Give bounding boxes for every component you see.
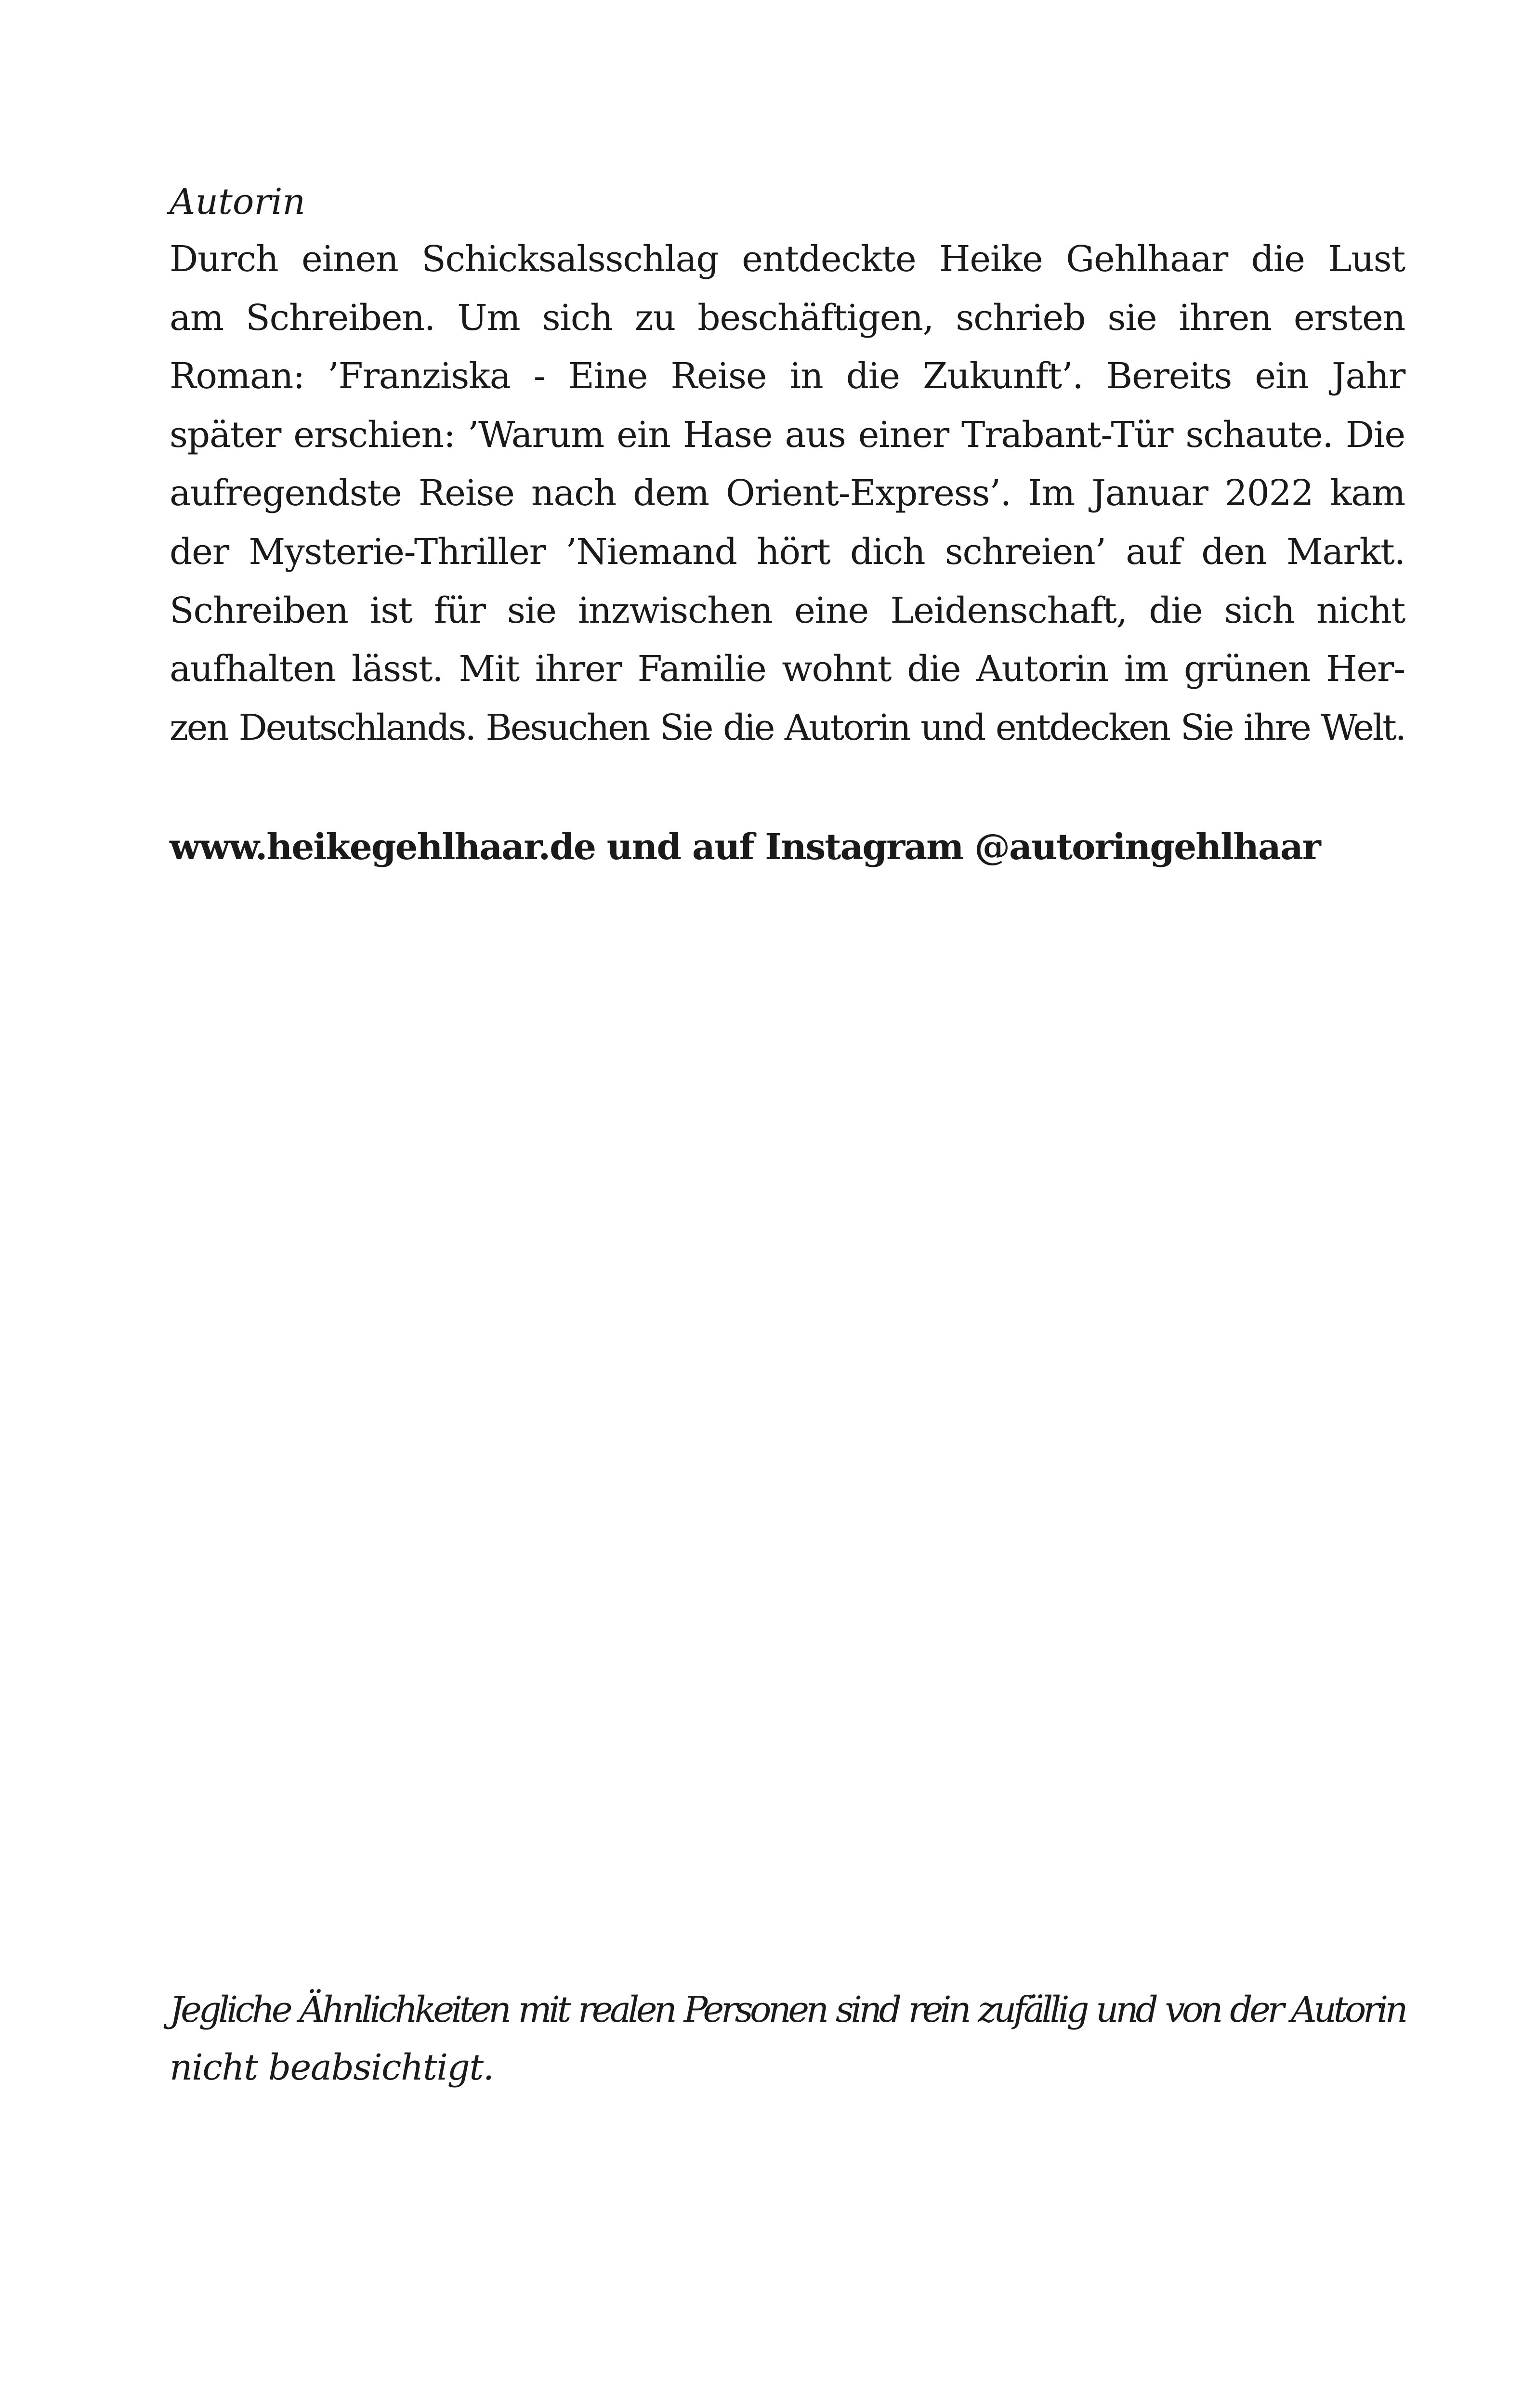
author-biography — [170, 230, 1405, 757]
bio-line: zen Deutschlands. Besuchen Sie die Autorin und entdecken Sie ihre Welt. — [170, 707, 1405, 748]
bio-line: der Mysterie-Thriller ’Niemand hört dich schreien’ auf den Markt. — [170, 531, 1405, 573]
disclaimer-line: nicht beabsichtigt. — [170, 2047, 494, 2088]
bio-line: Durch einen Schicksalsschlag entdeckte Heike Gehlhaar die Lust — [170, 238, 1405, 280]
author-heading: Autorin — [170, 181, 306, 222]
bio-line: Schreiben ist für sie inzwischen eine Leidenschaft, die sich nicht — [170, 589, 1405, 631]
disclaimer-line: Jegliche Ähnlichkeiten mit realen Personen sind rein zufällig und von der Autorin — [170, 1989, 1405, 2030]
website-and-instagram: www.heikegehlhaar.de und auf Instagram @autoringehlhaar — [170, 826, 1320, 868]
bio-line: später erschien: ’Warum ein Hase aus einer Trabant-Tür schaute. Die — [170, 414, 1405, 456]
bio-line: aufregendste Reise nach dem Orient-Express’. Im Januar 2022 kam — [170, 472, 1405, 514]
bio-line: am Schreiben. Um sich zu beschäftigen, schrieb sie ihren ersten — [170, 297, 1405, 339]
disclaimer — [170, 1981, 1405, 2096]
bio-line: Roman: ’Franziska - Eine Reise in die Zukunft’. Bereits ein Jahr — [170, 355, 1405, 397]
bio-line: aufhalten lässt. Mit ihrer Familie wohnt die Autorin im grünen Her- — [170, 648, 1405, 690]
